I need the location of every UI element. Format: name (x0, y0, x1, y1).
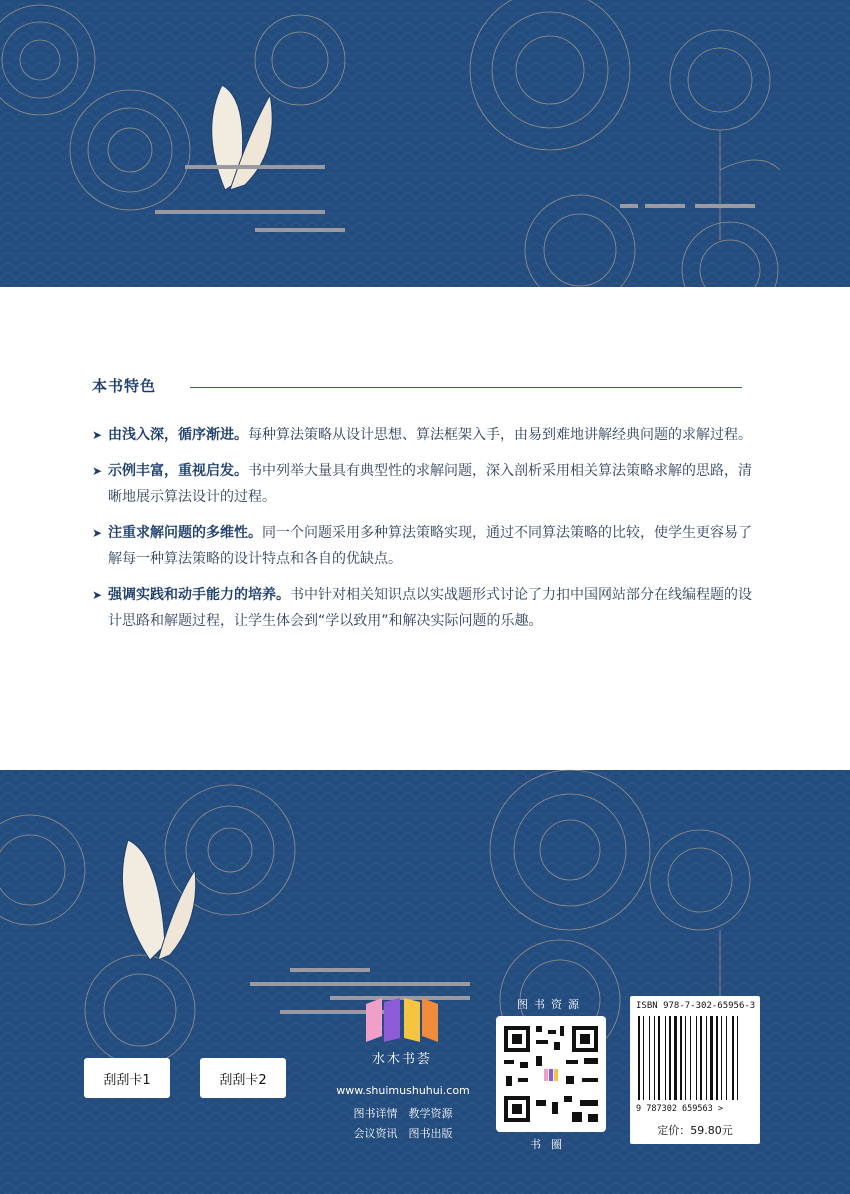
barcode-bar (680, 1016, 682, 1100)
feature-lead: 强调实践和动手能力的培养。 (108, 587, 290, 603)
rose-icon (670, 30, 770, 130)
feature-lead: 注重求解问题的多维性。 (108, 525, 262, 541)
scratch-card[interactable]: 刮刮卡1 (84, 1058, 170, 1098)
barcode-bar (685, 1016, 686, 1100)
publisher-website[interactable]: www.shuimushuhui.com (336, 1084, 470, 1097)
publisher-name: 水木书荟 (371, 1052, 432, 1067)
book-logo-icon (364, 998, 440, 1042)
qr-code-card[interactable] (496, 1016, 606, 1132)
barcode-bar (690, 1016, 691, 1100)
rose-icon (490, 770, 650, 930)
arrow-icon: ➤ (92, 428, 103, 442)
rose-icon (0, 5, 95, 115)
feature-lead: 由浅入深，循序渐进。 (108, 427, 248, 443)
barcode-bar (726, 1016, 727, 1100)
feature-item (92, 582, 752, 634)
feature-text: 书中列举大量具有典型性的求解问题，深入剖析采用相关算法策略求解的思路，清晰地展示算法设计的过程。 (108, 463, 752, 505)
barcode-bar (716, 1016, 718, 1100)
rose-icon (0, 815, 85, 925)
section-title: 本书特色 (92, 377, 157, 395)
feature-item (92, 520, 752, 572)
section-divider (190, 387, 742, 388)
barcode-bar (706, 1016, 707, 1100)
barcode-icon (638, 1016, 752, 1104)
feature-list (92, 422, 752, 644)
arrow-icon: ➤ (92, 464, 103, 478)
isbn-barcode-box (630, 996, 760, 1144)
qr-caption-bottom: 书圈 (530, 1138, 572, 1151)
rose-icon (85, 955, 195, 1065)
isbn-label: ISBN 978-7-302-65956-3 (636, 1001, 756, 1011)
feature-lead: 示例丰富，重视启发。 (108, 463, 248, 479)
butterfly-icon (122, 840, 195, 960)
qr-code-icon (496, 1016, 606, 1132)
barcode-bar (732, 1016, 734, 1100)
barcode-bar (710, 1016, 713, 1100)
barcode-bar (643, 1016, 644, 1100)
top-decorative-band (0, 0, 850, 300)
barcode-bar (638, 1016, 640, 1100)
barcode-bar (658, 1016, 660, 1100)
barcode-bar (649, 1016, 650, 1100)
feature-text: 每种算法策略从设计思想、算法框架入手，由易到难地讲解经典问题的求解过程。 (248, 427, 752, 443)
rose-icon (525, 195, 635, 300)
price-label: 定价：59.80元 (657, 1124, 733, 1137)
butterfly-icon (212, 85, 273, 190)
arrow-icon: ➤ (92, 588, 103, 602)
qr-caption: 图书资源 (517, 998, 585, 1011)
barcode-bar (654, 1016, 655, 1100)
barcode-bar (674, 1016, 677, 1100)
publisher-links-row: 图书详情 教学资源 (353, 1107, 453, 1120)
feature-item (92, 422, 752, 448)
rose-icon (255, 15, 345, 105)
barcode-bar (737, 1016, 738, 1100)
rose-icon (70, 90, 190, 210)
publisher-links (318, 1104, 488, 1144)
arrow-icon: ➤ (92, 526, 103, 540)
barcode-bar (700, 1016, 702, 1100)
feature-text: 同一个问题采用多种算法策略实现，通过不同算法策略的比较，使学生更容易了解每一种算法策略的设计特点和各自的优缺点。 (108, 525, 752, 567)
rose-icon (650, 830, 750, 930)
barcode-bar (665, 1016, 666, 1100)
barcode-bar (721, 1016, 722, 1100)
barcode-digits: 9 787302 659563 > (636, 1104, 723, 1114)
barcode-bar (669, 1016, 671, 1100)
rose-icon (470, 0, 630, 150)
top-floral-illustration (0, 0, 850, 300)
feature-text: 书中针对相关知识点以实战题形式讨论了力扣中国网站部分在线编程题的设计思路和解题过程，让学生体会到“学以致用”和解决实际问题的乐趣。 (108, 587, 752, 629)
scratch-card[interactable]: 刮刮卡2 (200, 1058, 286, 1098)
barcode-bar (696, 1016, 697, 1100)
feature-item (92, 458, 752, 510)
publisher-links-row: 会议资讯 图书出版 (353, 1127, 453, 1140)
